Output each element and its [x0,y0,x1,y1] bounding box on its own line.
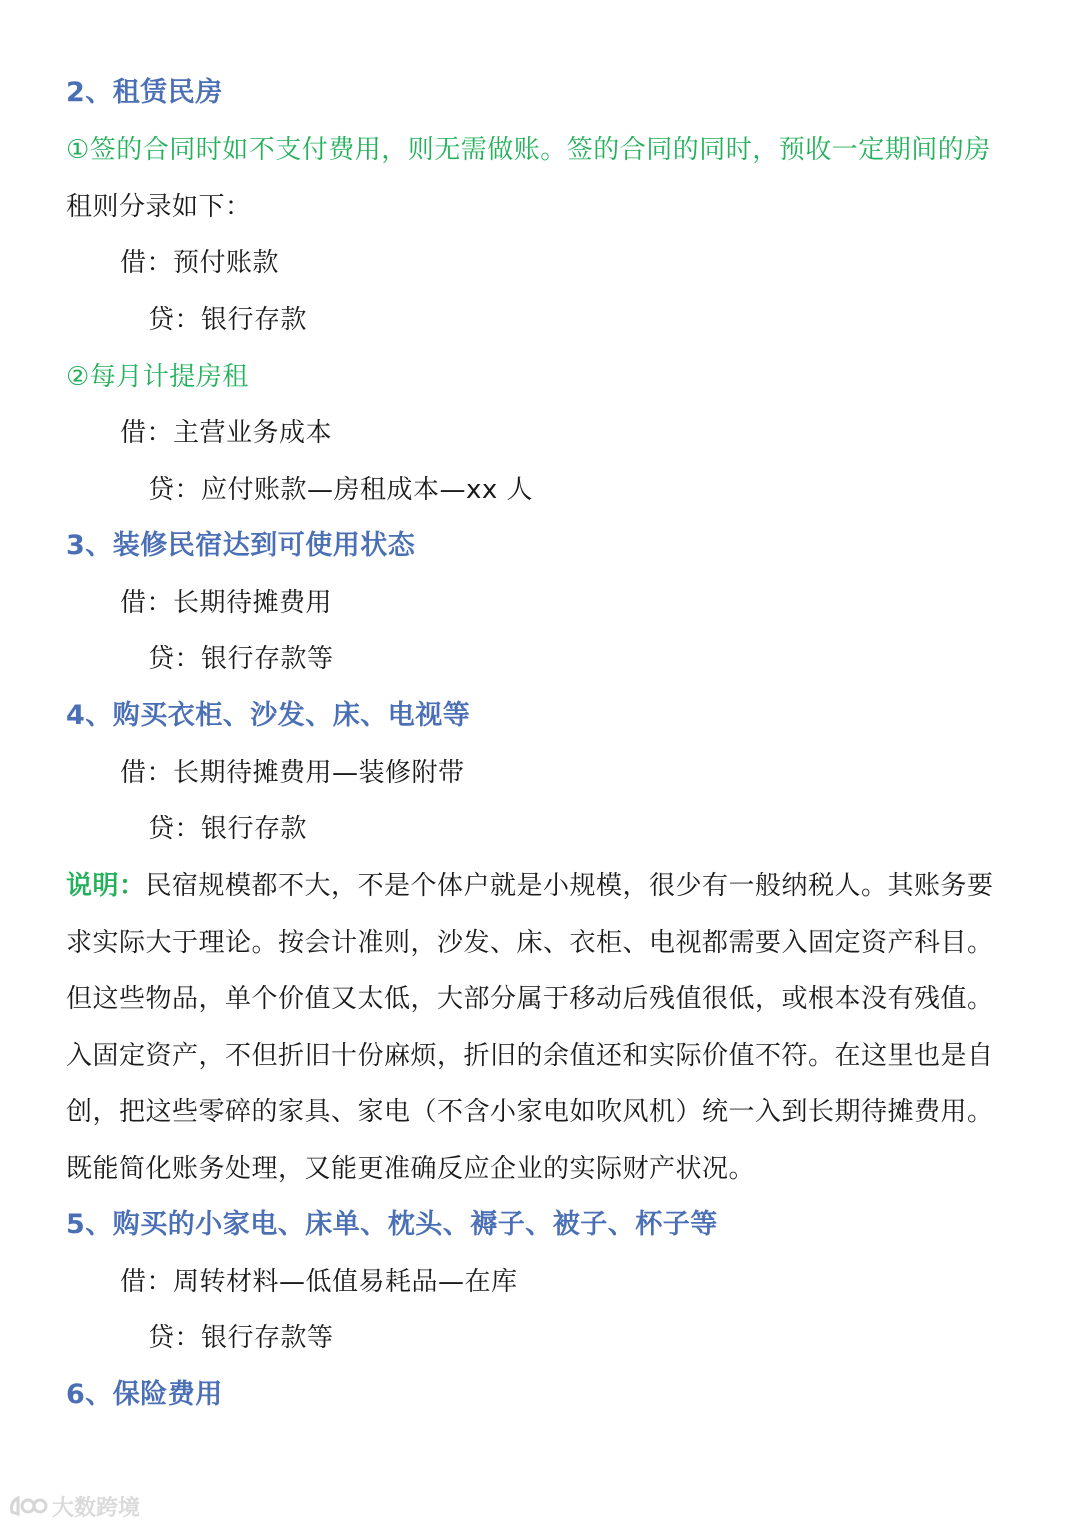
section-5-debit: 借：周转材料—低值易耗品—在库 [120,1267,518,1297]
note-line-3: 但这些物品，单个价值又太低，大部分属于移动后残值很低，或根本没有残值。 [66,984,994,1014]
note-line-2: 求实际大于理论。按会计准则，沙发、床、衣柜、电视都需要入固定资产科目。 [66,928,994,958]
watermark-text: 大数跨境 [52,1495,141,1521]
section-2-item1-debit: 借：预付账款 [120,248,280,278]
section-5-credit: 贷：银行存款等 [148,1323,334,1353]
note-line-5: 创，把这些零碎的家具、家电（不含小家电如吹风机）统一入到长期待摊费用。 [66,1097,994,1127]
section-4-debit: 借：长期待摊费用—装修附带 [120,758,465,788]
section-3-title: 3、装修民宿达到可使用状态 [66,530,416,561]
note-line-6: 既能简化账务处理，又能更准确反应企业的实际财产状况。 [66,1154,756,1184]
section-2-title: 2、租赁民房 [66,77,223,108]
note-line-1 [66,869,994,903]
section-2-item1-line1: ①签的合同时如不支付费用，则无需做账。签的合同的同时，预收一定期间的房 [66,135,991,165]
section-2-item2-credit: 贷：应付账款—房租成本—xx 人 [148,475,534,505]
section-3-debit: 借：长期待摊费用 [120,588,333,618]
section-2-item1-line2: 租则分录如下： [66,192,252,222]
section-4-credit: 贷：银行存款 [148,814,308,844]
section-4-title: 4、购买衣柜、沙发、床、电视等 [66,700,471,731]
section-3-credit: 贷：银行存款等 [148,644,334,674]
note-line-4: 入固定资产，不但折旧十份麻烦，折旧的余值还和实际价值不符。在这里也是自 [66,1041,994,1071]
watermark-logo-icon [8,1492,48,1520]
section-2-item1-credit: 贷：银行存款 [148,305,308,335]
watermark [8,1489,140,1523]
section-2-item2-debit: 借：主营业务成本 [120,418,333,448]
section-5-title: 5、购买的小家电、床单、枕头、褥子、被子、杯子等 [66,1209,718,1240]
note-text-1: 民宿规模都不大，不是个体户就是小规模，很少有一般纳税人。其账务要 [145,871,994,901]
note-label: 说明： [66,871,146,901]
section-6-title: 6、保险费用 [66,1379,223,1410]
section-2-item2-title: ②每月计提房租 [66,362,249,392]
